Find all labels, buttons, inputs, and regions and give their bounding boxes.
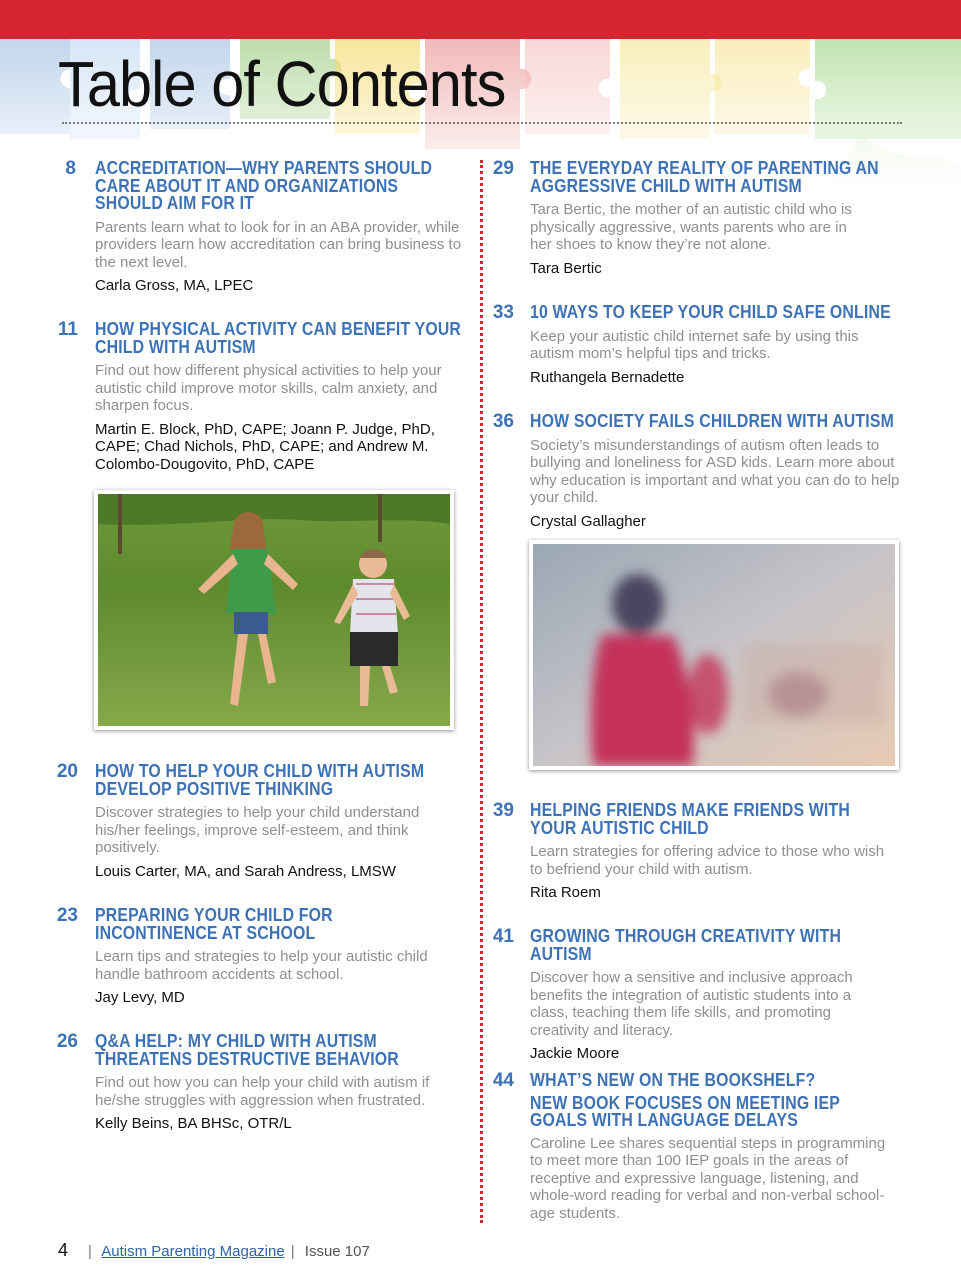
toc-description: Discover strategies to help your child understand his/her feelings, improve self-esteem, and think positively. [95, 804, 420, 856]
toc-description: Keep your autistic child internet safe by using this autism mom’s helpful tips and tricks. [530, 327, 859, 362]
toc-page-number: 39 [492, 800, 514, 821]
toc-page-number: 23 [56, 905, 78, 926]
footer-page-number: 4 [58, 1240, 69, 1260]
footer-magazine-link[interactable]: Autism Parenting Magazine [101, 1243, 285, 1260]
toc-title[interactable]: GROWING THROUGH CREATIVITY WITH AUTISM [530, 926, 842, 964]
toc-title[interactable]: WHAT’S NEW ON THE BOOKSHELF? [530, 1070, 816, 1090]
photo-blurred-child [529, 540, 899, 770]
toc-title[interactable]: Q&A HELP: MY CHILD WITH AUTISM THREATENS DESTRUCTIVE BEHAVIOR [95, 1031, 399, 1069]
footer-issue: Issue 107 [304, 1243, 370, 1260]
toc-title[interactable]: THE EVERYDAY REALITY OF PARENTING AN AGGRESSIVE CHILD WITH AUTISM [530, 158, 879, 196]
toc-author: Rita Roem [530, 884, 601, 901]
footer-separator: | [290, 1243, 295, 1260]
toc-description: Caroline Lee shares sequential steps in programming to meet more than 100 IEP goals in the areas of receptive and expressive language, listening, and whole-word reading for verbal and non-verbal school-age students. [530, 1134, 886, 1222]
toc-description: Society’s misunderstandings of autism often leads to bullying and loneliness for ASD kids. Learn more about why education is important and what you can do to help your child. [530, 436, 900, 506]
toc-author: Tara Bertic [530, 259, 602, 277]
toc-title[interactable]: PREPARING YOUR CHILD FOR INCONTINENCE AT SCHOOL [95, 905, 333, 943]
toc-page-number: 8 [65, 158, 76, 179]
toc-title[interactable]: 10 WAYS TO KEEP YOUR CHILD SAFE ONLINE [530, 302, 891, 322]
toc-description: Parents learn what to look for in an ABA provider, while providers learn how accreditation can bring business to the next level. [95, 218, 462, 271]
toc-author: Jackie Moore [530, 1045, 620, 1062]
toc-title[interactable]: HOW PHYSICAL ACTIVITY CAN BENEFIT YOUR CHILD WITH AUTISM [95, 319, 462, 357]
toc-description: Learn tips and strategies to help your autistic child handle bathroom accidents at school. [95, 948, 428, 983]
toc-page-number: 26 [56, 1031, 78, 1052]
toc-title[interactable]: HOW TO HELP YOUR CHILD WITH AUTISM DEVELOP POSITIVE THINKING [95, 761, 425, 799]
toc-page-number: 44 [492, 1070, 514, 1091]
toc-page-number: 41 [492, 926, 514, 947]
top-color-bar [0, 0, 961, 39]
toc-author: Martin E. Block, PhD, CAPE; Joann P. Judge, PhD, CAPE; Chad Nichols, PhD, CAPE; and Andrew M. Colombo-Dougovito, PhD, CAPE [95, 420, 435, 473]
photo-children-running [94, 490, 454, 730]
toc-description: Tara Bertic, the mother of an autistic child who is physically aggressive, wants parents who are in her shoes to know they’re not alone. [530, 201, 852, 253]
toc-subtitle[interactable]: NEW BOOK FOCUSES ON MEETING IEP GOALS WITH LANGUAGE DELAYS [530, 1092, 840, 1130]
title-divider [62, 122, 902, 124]
toc-page-number: 33 [492, 302, 514, 323]
toc-page-number: 11 [57, 319, 78, 340]
toc-author: Carla Gross, MA, LPEC [95, 277, 254, 294]
toc-description: Discover how a sensitive and inclusive approach benefits the integration of autistic students into a class, teaching them life skills, and promoting creativity and literacy. [530, 969, 853, 1039]
toc-author: Crystal Gallagher [530, 512, 646, 530]
footer-separator: | [88, 1243, 92, 1260]
page-title: Table of Contents [58, 48, 506, 120]
toc-description: Find out how different physical activities to help your autistic child improve motor skills, calm anxiety, and sharpen focus. [95, 362, 442, 414]
toc-description: Find out how you can help your child with autism if he/she struggles with aggression when frustrated. [95, 1074, 430, 1109]
toc-title[interactable]: HOW SOCIETY FAILS CHILDREN WITH AUTISM [530, 411, 894, 431]
toc-title[interactable]: HELPING FRIENDS MAKE FRIENDS WITH YOUR AUTISTIC CHILD [530, 800, 850, 838]
toc-author: Louis Carter, MA, and Sarah Andress, LMSW [95, 862, 396, 880]
toc-author: Kelly Beins, BA BHSc, OTR/L [95, 1115, 292, 1132]
toc-page-number: 20 [56, 761, 78, 782]
toc-title[interactable]: ACCREDITATION—WHY PARENTS SHOULD CARE ABOUT IT AND ORGANIZATIONS SHOULD AIM FOR IT [95, 158, 433, 213]
toc-author: Ruthangela Bernadette [530, 368, 685, 386]
toc-description: Learn strategies for offering advice to those who wish to befriend your child with autism. [530, 843, 885, 878]
page-footer [58, 1240, 370, 1261]
toc-page-number: 36 [492, 411, 514, 432]
toc-author: Jay Levy, MD [95, 989, 185, 1006]
toc-page-number: 29 [492, 158, 514, 179]
